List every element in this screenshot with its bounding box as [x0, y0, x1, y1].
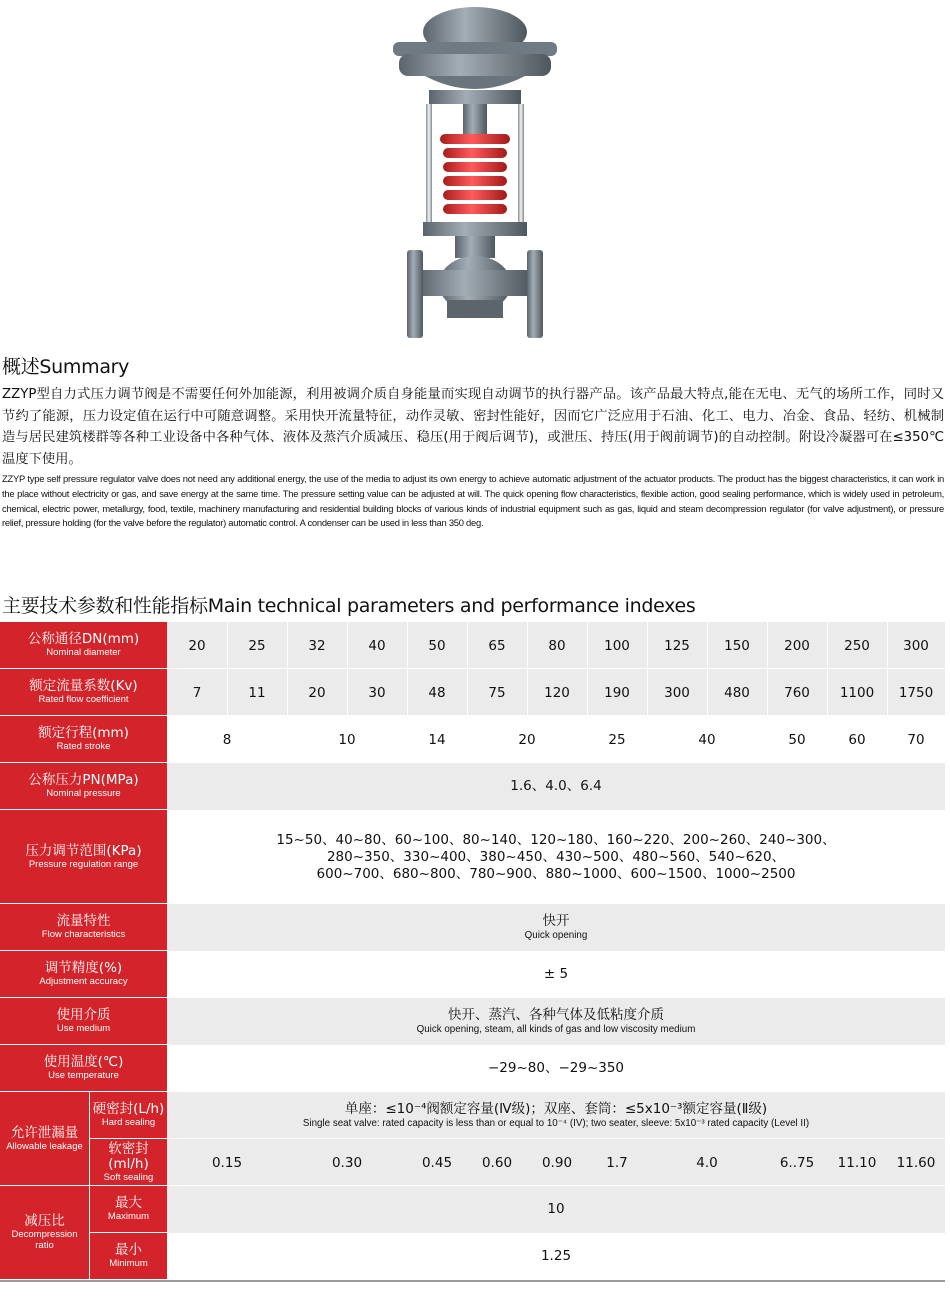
label-use-temperature [0, 1045, 167, 1092]
cell-hard-sealing [167, 1092, 945, 1139]
cell-soft-sealing: 6..75 [779, 1154, 815, 1171]
cell-pressure-range [167, 810, 945, 904]
cell-soft-sealing: 4.0 [696, 1154, 718, 1171]
cell-soft-sealing: 0.30 [331, 1154, 363, 1171]
cell-dn: 150 [724, 637, 750, 654]
label-cn: 软密封(ml/h) [108, 1140, 149, 1172]
cell-stroke: 20 [518, 731, 536, 748]
label-cn: 压力调节范围(KPa) [25, 842, 142, 859]
cell-kv: 30 [368, 684, 386, 701]
label-en: Allowable leakage [6, 1140, 83, 1152]
cell-soft-sealing: 1.7 [606, 1154, 628, 1171]
label-en: Maximum [107, 1211, 150, 1222]
cell-dn: 125 [664, 637, 690, 654]
cell-dn: 80 [548, 637, 566, 654]
label-cn: 额定行程(mm) [38, 725, 129, 741]
cell-flow-characteristics [167, 904, 945, 951]
cell-stroke: 14 [428, 731, 446, 748]
range-line: 280~350、330~400、380~450、430~500、480~560、540~620、 [326, 848, 786, 865]
cell-stroke: 25 [608, 731, 626, 748]
label-en: Hard sealing [101, 1117, 156, 1128]
cell-kv: 190 [604, 684, 630, 701]
cell-dn: 100 [604, 637, 630, 654]
label-nominal-pressure [0, 763, 167, 810]
value-en: Quick opening [524, 930, 588, 941]
label-cn: 减压比 [24, 1213, 65, 1229]
label-cn: 使用介质 [56, 1007, 111, 1023]
cell-stroke: 40 [698, 731, 716, 748]
cell-kv: 48 [428, 684, 446, 701]
cell-dn: 300 [903, 637, 929, 654]
label-cn: 额定流量系数(Kv) [29, 678, 138, 694]
cell-soft-sealing: 0.45 [421, 1154, 453, 1171]
label-adjustment-accuracy [0, 951, 167, 998]
cell-kv: 75 [488, 684, 506, 701]
cell-stroke: 70 [907, 731, 925, 748]
label-en: Rated stroke [56, 741, 111, 752]
cell-stroke: 50 [788, 731, 806, 748]
cell-soft-sealing: 0.90 [541, 1154, 573, 1171]
valve-product-image [385, 0, 565, 345]
label-maximum [89, 1186, 167, 1233]
range-line: 15~50、40~80、60~100、80~140、120~180、160~220、200~260、240~300、 [276, 831, 836, 848]
cell-dn: 40 [368, 637, 386, 654]
cell-stroke: 10 [338, 731, 356, 748]
label-en: Rated flow coefficient [38, 694, 129, 705]
label-minimum [89, 1233, 167, 1280]
cell-temperature: −29~80、−29~350 [487, 1060, 625, 1076]
cell-stroke: 8 [222, 731, 232, 748]
cell-kv: 7 [192, 684, 202, 701]
cell-dn: 200 [784, 637, 810, 654]
label-hard-sealing [89, 1092, 167, 1139]
value-en: Quick opening, steam, all kinds of gas and low viscosity medium [416, 1024, 696, 1035]
label-en: Pressure regulation range [28, 858, 139, 870]
label-en: Nominal diameter [46, 647, 121, 658]
value-en: Single seat valve: rated capacity is less than or equal to 10⁻⁴ (IV); two seater, sleeve: 5x10⁻³ rated capacity (Level II) [302, 1118, 810, 1129]
label-cn: 公称通径DN(mm) [27, 631, 140, 647]
label-cn: 使用温度(℃) [43, 1054, 124, 1070]
label-cn: 最大 [115, 1195, 142, 1211]
label-en: Adjustment accuracy [39, 976, 128, 987]
label-cn: 允许泄漏量 [10, 1124, 79, 1141]
cell-kv: 480 [724, 684, 750, 701]
cell-dn: 50 [428, 637, 446, 654]
label-en: Flow characteristics [41, 929, 126, 940]
label-pressure-regulation-range [0, 810, 167, 904]
label-en: Soft sealing [103, 1171, 154, 1183]
range-line: 600~700、680~800、780~900、880~1000、600~1500、1000~2500 [316, 865, 796, 882]
value-cn: 快开 [542, 913, 570, 929]
cell-kv: 1100 [839, 684, 875, 701]
cell-accuracy: ± 5 [543, 966, 569, 982]
cell-soft-sealing: 0.60 [481, 1154, 513, 1171]
summary-chinese-text: ZZYP型自力式压力调节阀是不需要任何外加能源，利用被调介质自身能量而实现自动调节的执行器产品。该产品最大特点,能在无电、无气的场所工作，同时又节约了能源，压力设定值在运行中可随意调整。采用快开流量特征，动作灵敏、密封性能好，因而它广泛应用于石油、化工、电力、冶金、食品、轻纺、机械制造与居民建筑楼群等各种工业设备中各种气体、液体及蒸汽介质减压、稳压(用于阀后调节)，或泄压、持压(用于阀前调节)的自动控制。附设冷凝器可在≤350℃温度下使用。 [2, 387, 944, 467]
cell-soft-sealing: 11.10 [837, 1154, 877, 1171]
label-cn: 调节精度(%) [44, 960, 123, 976]
cell-medium [167, 998, 945, 1045]
label-nominal-diameter [0, 622, 167, 669]
label-decompression-ratio [0, 1186, 89, 1280]
cell-dn: 65 [488, 637, 506, 654]
value-cn: 单座：≤10⁻⁴阀额定容量(Ⅳ级)；双座、套筒：≤5x10⁻³额定容量(Ⅱ级) [344, 1101, 768, 1117]
label-soft-sealing [89, 1139, 167, 1186]
cell-dn: 25 [248, 637, 266, 654]
cell-kv: 1750 [898, 684, 934, 701]
cell-ratio-maximum: 10 [547, 1201, 565, 1217]
label-en: Decompression ratio [11, 1229, 78, 1251]
cell-stroke: 60 [848, 731, 866, 748]
label-cn: 硬密封(L/h) [92, 1101, 165, 1117]
cell-kv: 120 [544, 684, 570, 701]
cell-soft-sealing: 11.60 [896, 1154, 936, 1171]
cell-kv: 760 [784, 684, 810, 701]
cell-kv: 20 [308, 684, 326, 701]
cell-dn: 250 [844, 637, 870, 654]
cell-kv: 11 [248, 684, 266, 701]
summary-english-text: ZZYP type self pressure regulator valve does not need any additional energy, the use of the media to adjust its own energy to achieve automatic adjustment of the actuator products. The product has the biggest characteristics, it can work in the place without electricity or gas, and save energy at the same time. The pressure setting value can be adjusted at will. The quick opening flow characteristics, flexible action, good sealing performance, which is widely used in petroleum, chemical, electric power, metallurgy, food, textile, machinery manufacturing and residential building blocks of various kinds of industrial equipment such as gas, liquid and steam decompression regulator (for valve adjustment), or pressure relief, pressure holding (for the valve before the regulator) automatic control. A condenser can be used in less than 350 deg. [2, 473, 944, 529]
value-cn: 快开、蒸汽、各种气体及低粘度介质 [448, 1007, 664, 1023]
label-use-medium [0, 998, 167, 1045]
label-flow-characteristics [0, 904, 167, 951]
cell-kv: 300 [664, 684, 690, 701]
table-bottom-rule [0, 1280, 945, 1282]
label-en: Minimum [109, 1258, 148, 1269]
label-cn: 流量特性 [56, 913, 111, 929]
label-cn: 最小 [115, 1242, 142, 1258]
label-rated-stroke [0, 716, 167, 763]
label-en: Nominal pressure [46, 788, 121, 799]
cell-soft-sealing: 0.15 [211, 1154, 243, 1171]
cell-ratio-minimum: 1.25 [540, 1248, 572, 1264]
table-title: 主要技术参数和性能指标Main technical parameters and performance indexes [2, 595, 696, 617]
label-rated-flow-coefficient [0, 669, 167, 716]
label-en: Use medium [56, 1023, 111, 1034]
summary-title: 概述Summary [2, 356, 130, 378]
cell-nominal-pressure: 1.6、4.0、6.4 [510, 778, 602, 794]
label-en: Use temperature [48, 1070, 119, 1081]
cell-dn: 20 [188, 637, 206, 654]
label-cn: 公称压力PN(MPa) [28, 772, 139, 788]
label-allowable-leakage [0, 1092, 89, 1186]
cell-dn: 32 [308, 637, 326, 654]
